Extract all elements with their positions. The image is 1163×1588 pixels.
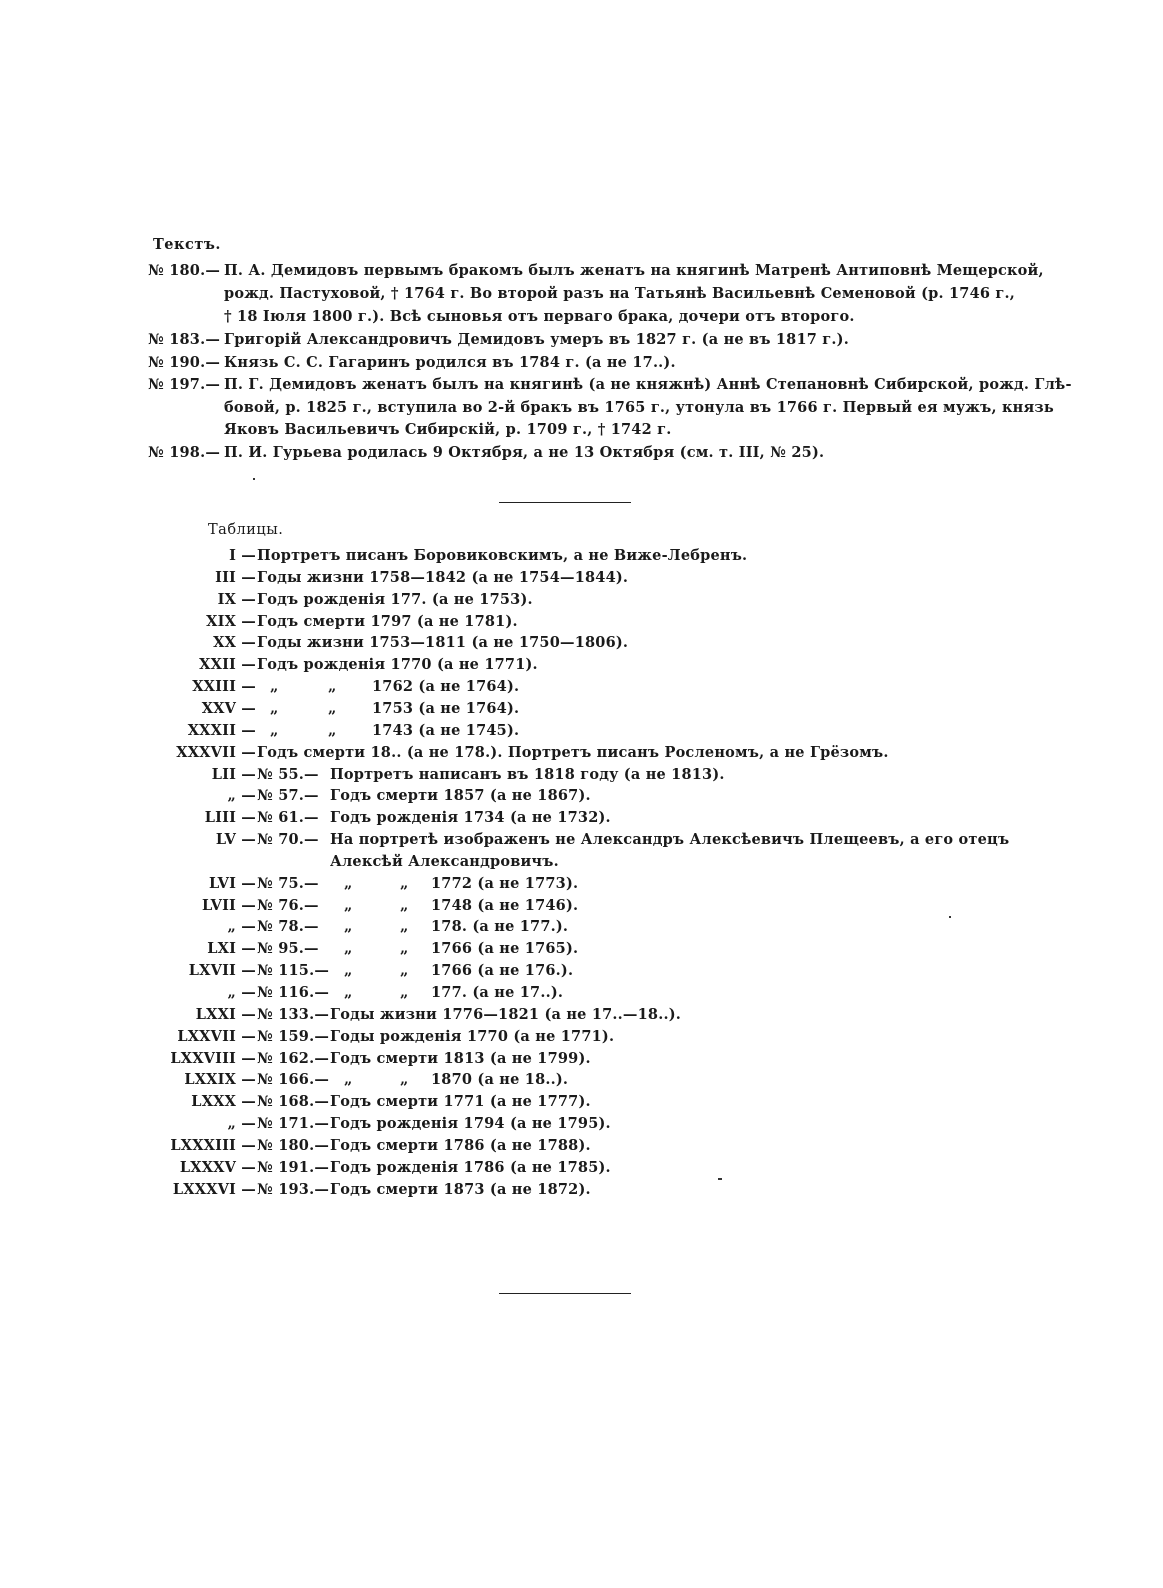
item-number: № 55.—	[257, 766, 319, 783]
plate-number: LXXIX —	[184, 1071, 256, 1088]
entry-text-continuation: Яковъ Васильевичъ Сибирскій, р. 1709 г., † 1742 г.	[224, 421, 672, 438]
item-number: № 180.—	[257, 1137, 330, 1154]
entry-number: № 190.—	[148, 354, 221, 371]
correction-value: 1762 (а не 1764).	[372, 678, 520, 695]
table-row	[0, 785, 1163, 807]
correction-text: Годъ смерти 1771 (а не 1777).	[330, 1093, 591, 1110]
item-number: № 70.—	[257, 831, 319, 848]
item-number: № 78.—	[257, 918, 319, 935]
entry-number: № 197.—	[148, 376, 221, 393]
correction-value: 1743 (а не 1745).	[372, 722, 520, 739]
print-speck	[718, 1178, 722, 1180]
print-speck	[949, 916, 951, 918]
ditto-mark: „	[344, 984, 353, 1001]
plate-number: LXI —	[207, 940, 256, 957]
entry-text: П. И. Гурьева родилась 9 Октября, а не 13 Октября (см. т. III, № 25).	[224, 444, 825, 461]
item-number: № 76.—	[257, 897, 319, 914]
ditto-mark: „	[344, 875, 353, 892]
entry-text: П. А. Демидовъ первымъ бракомъ былъ женатъ на княгинѣ Матренѣ Антиповнѣ Мещерской,	[224, 262, 1044, 279]
plate-number: XXXVII —	[176, 744, 256, 761]
plate-number: LXVII —	[188, 962, 256, 979]
table-row	[0, 938, 1163, 960]
correction-value: 1766 (а не 176.).	[431, 962, 574, 979]
plate-number: „ —	[227, 984, 256, 1001]
table-row	[0, 654, 1163, 676]
correction-text: Годы жизни 1776—1821 (а не 17..—18..).	[330, 1006, 682, 1023]
ditto-mark: „	[344, 962, 353, 979]
plate-number: „ —	[227, 1115, 256, 1132]
correction-text: Годы жизни 1758—1842 (а не 1754—1844).	[257, 569, 629, 586]
plate-number: I —	[229, 547, 256, 564]
correction-text: Годъ смерти 18.. (а не 178.). Портретъ писанъ Росленомъ, а не Грёзомъ.	[257, 744, 889, 761]
table-row	[0, 1135, 1163, 1157]
correction-text: Годъ смерти 1857 (а не 1867).	[330, 787, 591, 804]
table-row	[0, 807, 1163, 829]
plate-number: LXXVIII —	[170, 1050, 256, 1067]
item-number: № 116.—	[257, 984, 330, 1001]
table-row	[0, 1026, 1163, 1048]
plate-number: „ —	[227, 918, 256, 935]
table-row	[0, 676, 1163, 698]
table-row	[0, 1091, 1163, 1113]
item-number: № 75.—	[257, 875, 319, 892]
item-number: № 159.—	[257, 1028, 330, 1045]
table-row	[0, 873, 1163, 895]
correction-text: Годъ смерти 1813 (а не 1799).	[330, 1050, 591, 1067]
plate-number: „ —	[227, 787, 256, 804]
text-entry-198	[148, 442, 1003, 464]
item-number: № 115.—	[257, 962, 330, 979]
correction-text: Годъ рожденія 177. (а не 1753).	[257, 591, 533, 608]
item-number: № 61.—	[257, 809, 319, 826]
table-row	[0, 829, 1163, 870]
ditto-mark: „	[344, 940, 353, 957]
plate-number: LIII —	[204, 809, 256, 826]
ditto-mark: „	[400, 897, 409, 914]
ditto-mark: „	[344, 897, 353, 914]
item-number: № 166.—	[257, 1071, 330, 1088]
plate-number: LVI —	[208, 875, 256, 892]
table-row	[0, 1048, 1163, 1070]
plate-number: LVII —	[201, 897, 256, 914]
correction-text: Годъ рожденія 1770 (а не 1771).	[257, 656, 538, 673]
entry-text: Григорій Александровичъ Демидовъ умеръ въ 1827 г. (а не въ 1817 г.).	[224, 331, 849, 348]
text-entry-197	[148, 374, 1072, 396]
correction-text: Годъ рожденія 1794 (а не 1795).	[330, 1115, 611, 1132]
entry-text-continuation: бовой, р. 1825 г., вступила во 2-й бракъ въ 1765 г., утонула въ 1766 г. Первый ея мужъ, князь	[224, 399, 1054, 416]
table-row	[0, 982, 1163, 1004]
correction-text: Портретъ написанъ въ 1818 году (а не 1813).	[330, 766, 725, 783]
item-number: № 133.—	[257, 1006, 330, 1023]
tables-section-heading: Таблицы.	[208, 522, 284, 538]
correction-value: 1748 (а не 1746).	[431, 897, 579, 914]
correction-text: На портретѣ изображенъ не Александръ Алексѣевичъ Плещеевъ, а его отецъ	[330, 831, 1010, 848]
correction-text: Годъ рожденія 1734 (а не 1732).	[330, 809, 611, 826]
plate-number: LXXI —	[195, 1006, 256, 1023]
correction-text: Годы жизни 1753—1811 (а не 1750—1806).	[257, 634, 629, 651]
text-section-heading: Текстъ.	[153, 236, 221, 253]
ditto-mark: „	[270, 700, 279, 717]
table-row	[0, 1113, 1163, 1135]
table-row	[0, 764, 1163, 786]
correction-text: Годъ рожденія 1786 (а не 1785).	[330, 1159, 611, 1176]
ditto-mark: „	[344, 918, 353, 935]
entry-number: № 183.—	[148, 331, 221, 348]
plate-number: LXXXVI —	[172, 1181, 256, 1198]
ditto-mark: „	[400, 918, 409, 935]
plate-number: XXXII —	[187, 722, 256, 739]
correction-value: 1870 (а не 18..).	[431, 1071, 569, 1088]
entry-number: № 180.—	[148, 262, 221, 279]
correction-value: 1772 (а не 1773).	[431, 875, 579, 892]
print-speck	[253, 478, 255, 480]
table-row	[0, 742, 1163, 764]
correction-text-continuation: Алексѣй Александровичъ.	[330, 853, 559, 870]
correction-value: 177. (а не 17..).	[431, 984, 564, 1001]
table-row	[0, 698, 1163, 720]
table-row	[0, 720, 1163, 742]
plate-number: XXII —	[199, 656, 256, 673]
correction-text: Годъ смерти 1786 (а не 1788).	[330, 1137, 591, 1154]
table-row	[0, 1179, 1163, 1201]
table-row	[0, 589, 1163, 611]
entry-text-continuation: рожд. Пастуховой, † 1764 г. Во второй разъ на Татьянѣ Васильевнѣ Семеновой (р. 1746 г.,	[224, 285, 1015, 302]
table-row	[0, 1004, 1163, 1026]
plate-number: XXIII —	[192, 678, 256, 695]
entry-text: П. Г. Демидовъ женатъ былъ на княгинѣ (а не княжнѣ) Аннѣ Степановнѣ Сибирской, рожд. Глѣ-	[224, 376, 1072, 393]
ditto-mark: „	[400, 875, 409, 892]
table-row	[0, 1157, 1163, 1179]
ditto-mark: „	[400, 962, 409, 979]
entry-text-continuation: † 18 Іюля 1800 г.). Всѣ сыновья отъ перваго брака, дочери отъ второго.	[224, 308, 855, 325]
item-number: № 168.—	[257, 1093, 330, 1110]
item-number: № 193.—	[257, 1181, 330, 1198]
ditto-mark: „	[400, 940, 409, 957]
entry-number: № 198.—	[148, 444, 221, 461]
plate-number: IX —	[217, 591, 256, 608]
table-row	[0, 567, 1163, 589]
ditto-mark: „	[400, 984, 409, 1001]
ditto-mark: „	[270, 678, 279, 695]
ditto-mark: „	[328, 722, 337, 739]
table-row	[0, 960, 1163, 982]
table-row	[0, 895, 1163, 917]
plate-number: XX —	[213, 634, 256, 651]
correction-value: 1753 (а не 1764).	[372, 700, 520, 717]
plate-number: XXV —	[201, 700, 256, 717]
section-divider	[499, 1293, 631, 1294]
text-entry-180	[148, 260, 1044, 282]
table-row	[0, 1069, 1163, 1091]
item-number: № 57.—	[257, 787, 319, 804]
text-entry-183	[148, 329, 1003, 351]
correction-value: 1766 (а не 1765).	[431, 940, 579, 957]
plate-number: LXXX —	[191, 1093, 256, 1110]
ditto-mark: „	[344, 1071, 353, 1088]
text-entry-190	[148, 352, 1003, 374]
plate-number: XIX —	[206, 613, 256, 630]
ditto-mark: „	[328, 678, 337, 695]
correction-value: 178. (а не 177.).	[431, 918, 569, 935]
plate-number: LXXXIII —	[170, 1137, 256, 1154]
table-row	[0, 916, 1163, 938]
correction-text: Годъ смерти 1873 (а не 1872).	[330, 1181, 591, 1198]
correction-text: Годъ смерти 1797 (а не 1781).	[257, 613, 518, 630]
section-divider	[499, 502, 631, 503]
plate-number: LXXXV —	[179, 1159, 256, 1176]
item-number: № 171.—	[257, 1115, 330, 1132]
table-row	[0, 545, 1163, 567]
item-number: № 95.—	[257, 940, 319, 957]
ditto-mark: „	[400, 1071, 409, 1088]
plate-number: LII —	[211, 766, 256, 783]
entry-text: Князь С. С. Гагаринъ родился въ 1784 г. (а не 17..).	[224, 354, 676, 371]
table-row	[0, 611, 1163, 633]
table-row	[0, 632, 1163, 654]
correction-text: Годы рожденія 1770 (а не 1771).	[330, 1028, 615, 1045]
correction-text: Портретъ писанъ Боровиковскимъ, а не Виже-Лебренъ.	[257, 547, 748, 564]
item-number: № 162.—	[257, 1050, 330, 1067]
plate-number: LV —	[215, 831, 256, 848]
ditto-mark: „	[328, 700, 337, 717]
item-number: № 191.—	[257, 1159, 330, 1176]
plate-number: LXXVII —	[177, 1028, 256, 1045]
ditto-mark: „	[270, 722, 279, 739]
plate-number: III —	[215, 569, 256, 586]
